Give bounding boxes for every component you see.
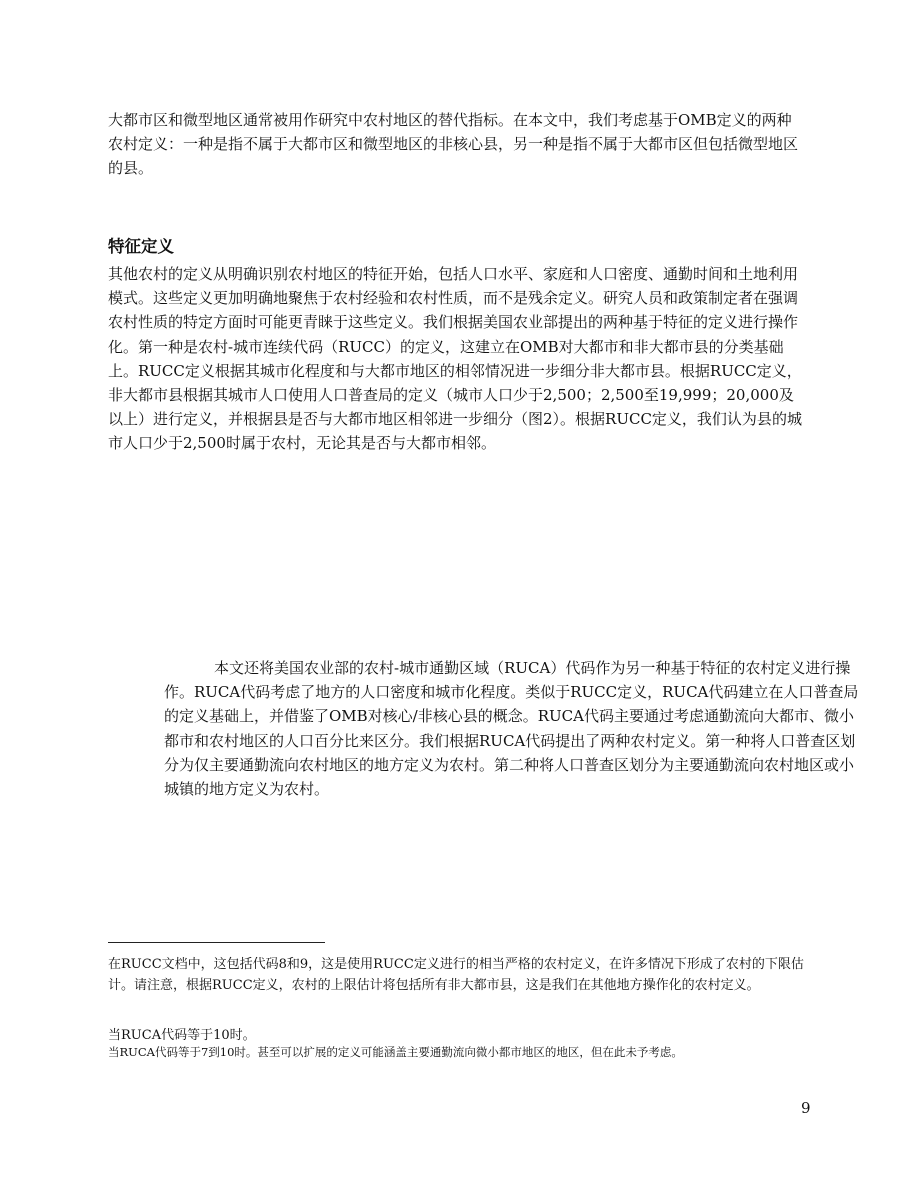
footnote-rucc: 在RUCC文档中，这包括代码8和9，这是使用RUCC定义进行的相当严格的农村定义，在许多情况下形成了农村的下限估计。请注意，根据RUCC定义，农村的上限估计将包括所有非大都市县，这是我们在其他地方操作化的农村定义。 [108,957,804,993]
body-paragraph-characteristics: 其他农村的定义从明确识别农村地区的特征开始，包括人口水平、家庭和人口密度、通勤时间和土地利用模式。这些定义更加明确地聚焦于农村经验和农村性质，而不是残余定义。研究人员和政策制定者在强调农村性质的特定方面时可能更青睐于这些定义。我们根据美国农业部提出的两种基于特征的定义进行操作化。第一种是农村-城市连续代码（RUCC）的定义，这建立在OMB对大都市和非大都市县的分类基础上。RUCC定义根据其城市化程度和与大都市地区的相邻情况进一步细分非大都市县。根据RUCC定义，非大都市县根据其城市人口使用人口普查局的定义（城市人口少于2,500；2,500至19,999；20,000及以上）进行定义，并根据县是否与大都市地区相邻进一步细分（图2）。根据RUCC定义，我们认为县的城市人口少于2,500时属于农村，无论其是否与大都市相邻。 [108,265,802,453]
body-paragraph-ruca: 本文还将美国农业部的农村-城市通勤区域（RUCA）代码作为另一种基于特征的农村定义进行操作。RUCA代码考虑了地方的人口密度和城市化程度。类似于RUCC定义，RUCA代码建立在人口普查局的定义基础上，并借鉴了OMB对核心/非核心县的概念。RUCA代码主要通过考虑通勤流向大都市、微小都市和农村地区的人口百分比来区分。我们根据RUCA代码提出了两种农村定义。第一种将人口普查区划分为仅主要通勤流向农村地区的地方定义为农村。第二种将人口普查区划分为主要通勤流向农村地区或小城镇的地方定义为农村。 [164,659,859,799]
section-heading: 特征定义 [108,237,174,256]
footnote-ruca-10: 当RUCA代码等于10时。 [108,1028,256,1043]
body-paragraph-omb: 大都市区和微型地区通常被用作研究中农村地区的替代指标。在本文中，我们考虑基于OMB定义的两种农村定义：一种是指不属于大都市区和微型地区的非核心县，另一种是指不属于大都市区但包括微型地区的县。 [108,111,799,178]
page-number: 9 [801,1099,811,1117]
footnote-ruca-7-10: 当RUCA代码等于7到10时。甚至可以扩展的定义可能涵盖主要通勤流向微小都市地区的地区，但在此未予考虑。 [108,1045,683,1059]
footnote-divider [108,942,325,943]
